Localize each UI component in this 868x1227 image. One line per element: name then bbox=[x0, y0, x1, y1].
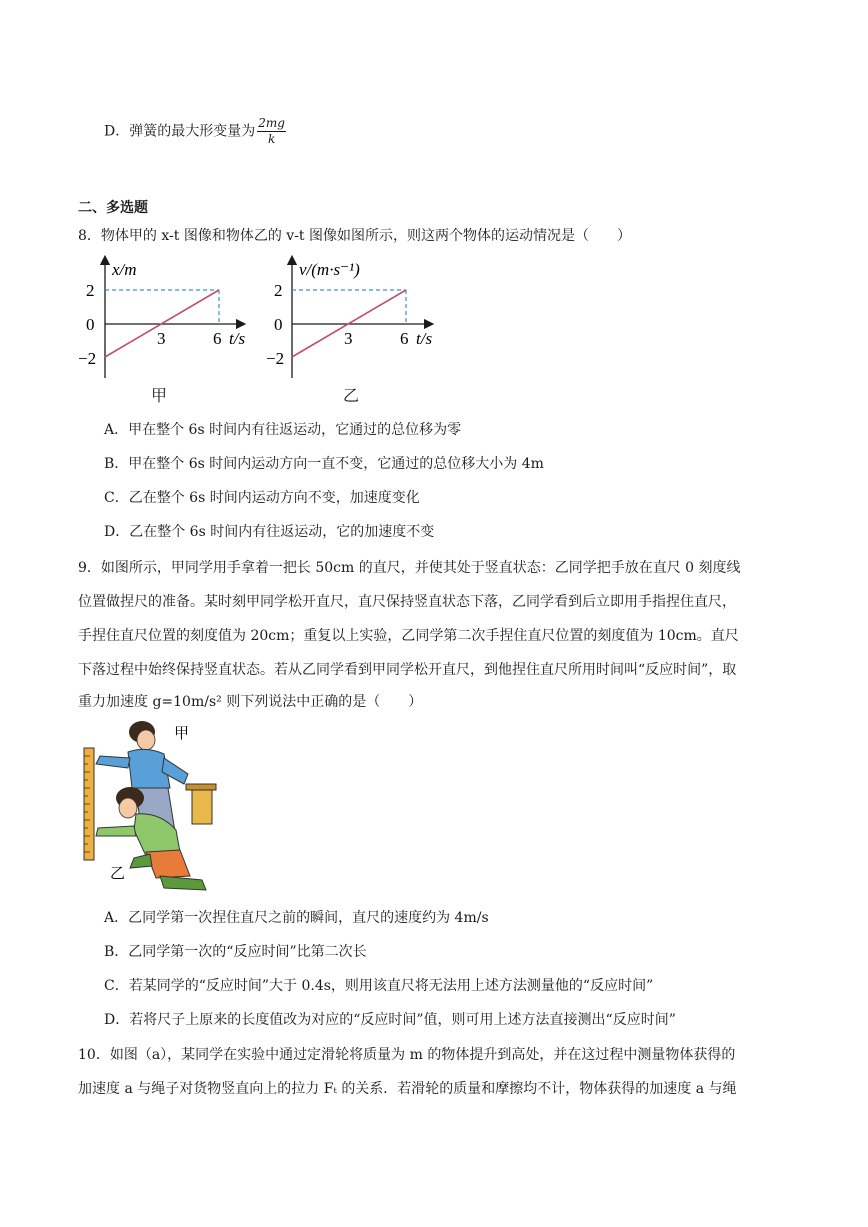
q9-stem-line-1: 9．如图所示，甲同学用手拿着一把长 50cm 的直尺，并使其处于竖直状态：乙同学把手放在直尺 0 刻度线 bbox=[78, 560, 741, 576]
q8-option-d: D．乙在整个 6s 时间内有往返运动，它的加速度不变 bbox=[104, 524, 435, 540]
fraction-numerator: 2mg bbox=[258, 116, 285, 130]
label-jia: 甲 bbox=[174, 726, 190, 742]
q7-option-d-text: D．弹簧的最大形变量为 bbox=[104, 123, 256, 140]
q9-option-d: D．若将尺子上原来的长度值改为对应的“反应时间”值，则可用上述方法直接测出“反应时间” bbox=[104, 1012, 676, 1028]
q8-graph-a bbox=[78, 254, 258, 379]
q9-stem-line-2: 位置做捏尺的准备。某时刻甲同学松开直尺，直尺保持竖直状态下落，乙同学看到后立即用手指捏住直尺， bbox=[78, 594, 736, 610]
table-edge bbox=[192, 788, 212, 824]
y-axis-label: x/m bbox=[112, 260, 137, 279]
y-tick-neg2: −2 bbox=[266, 349, 285, 368]
q8-graph-b-caption: 乙 bbox=[343, 386, 360, 405]
x-axis-label: t/s bbox=[229, 329, 246, 348]
section-title: 二、多选题 bbox=[78, 200, 148, 216]
y-tick-neg2: −2 bbox=[78, 349, 97, 368]
y-tick-0: 0 bbox=[274, 315, 283, 334]
person-b-arm bbox=[96, 826, 136, 836]
label-yi: 乙 bbox=[110, 866, 126, 882]
person-b-face bbox=[119, 798, 137, 818]
y-tick-2: 2 bbox=[86, 281, 95, 300]
x-tick-6: 6 bbox=[400, 329, 409, 348]
y-tick-0: 0 bbox=[86, 315, 95, 334]
y-axis-label: v/(m·s⁻¹) bbox=[299, 260, 360, 279]
q8-option-b: B．甲在整个 6s 时间内运动方向一直不变，它通过的总位移大小为 4m bbox=[104, 456, 544, 472]
q9-option-b: B．乙同学第一次的“反应时间”比第二次长 bbox=[104, 944, 367, 960]
q10-stem-line-1: 10．如图（a），某同学在实验中通过定滑轮将质量为 m 的物体提升到高处，并在这过程中测量物体获得的 bbox=[78, 1047, 736, 1063]
q9-stem-line-4: 下落过程中始终保持竖直状态。若从乙同学看到甲同学松开直尺，到他捏住直尺所用时间叫“反应时间”，取 bbox=[78, 662, 737, 678]
q9-option-c: C．若某同学的“反应时间”大于 0.4s，则用该直尺将无法用上述方法测量他的“反应时间” bbox=[104, 978, 654, 994]
x-axis-label: t/s bbox=[416, 329, 433, 348]
q8-graph-b bbox=[266, 254, 446, 379]
q7-option-d bbox=[104, 116, 286, 147]
q8-option-c: C．乙在整个 6s 时间内运动方向不变，加速度变化 bbox=[104, 490, 420, 506]
x-tick-6: 6 bbox=[213, 329, 222, 348]
x-tick-3: 3 bbox=[344, 329, 353, 348]
q10-stem-line-2: 加速度 a 与绳子对货物竖直向上的拉力 Fₜ 的关系．若滑轮的质量和摩擦均不计，物体获得的加速度 a 与绳 bbox=[78, 1081, 737, 1097]
person-b-shoe-front bbox=[130, 854, 152, 868]
q8-graph-a-caption: 甲 bbox=[151, 386, 168, 405]
person-b-shorts bbox=[146, 850, 190, 878]
q9-option-a: A．乙同学第一次捏住直尺之前的瞬间，直尺的速度约为 4m/s bbox=[104, 910, 489, 926]
y-tick-2: 2 bbox=[274, 281, 283, 300]
fraction-denominator: k bbox=[267, 132, 276, 146]
q9-stem-line-5: 重力加速度 g=10m/s² 则下列说法中正确的是（ ） bbox=[78, 694, 423, 710]
person-b-shoes bbox=[160, 876, 206, 890]
person-a-face bbox=[137, 730, 155, 750]
q9-ruler-illustration bbox=[80, 718, 220, 893]
q8-stem: 8．物体甲的 x-t 图像和物体乙的 v-t 图像如图所示，则这两个物体的运动情况是（ ） bbox=[78, 228, 631, 244]
table-top bbox=[186, 784, 216, 790]
person-a-arm-left bbox=[96, 756, 130, 768]
q9-stem-line-3: 手捏住直尺位置的刻度值为 20cm；重复以上实验，乙同学第二次手捏住直尺位置的刻度值为 10cm。直尺 bbox=[78, 628, 739, 644]
q7-option-d-fraction bbox=[257, 116, 286, 147]
x-tick-3: 3 bbox=[157, 329, 166, 348]
q8-option-a: A．甲在整个 6s 时间内有往返运动，它通过的总位移为零 bbox=[104, 422, 462, 438]
